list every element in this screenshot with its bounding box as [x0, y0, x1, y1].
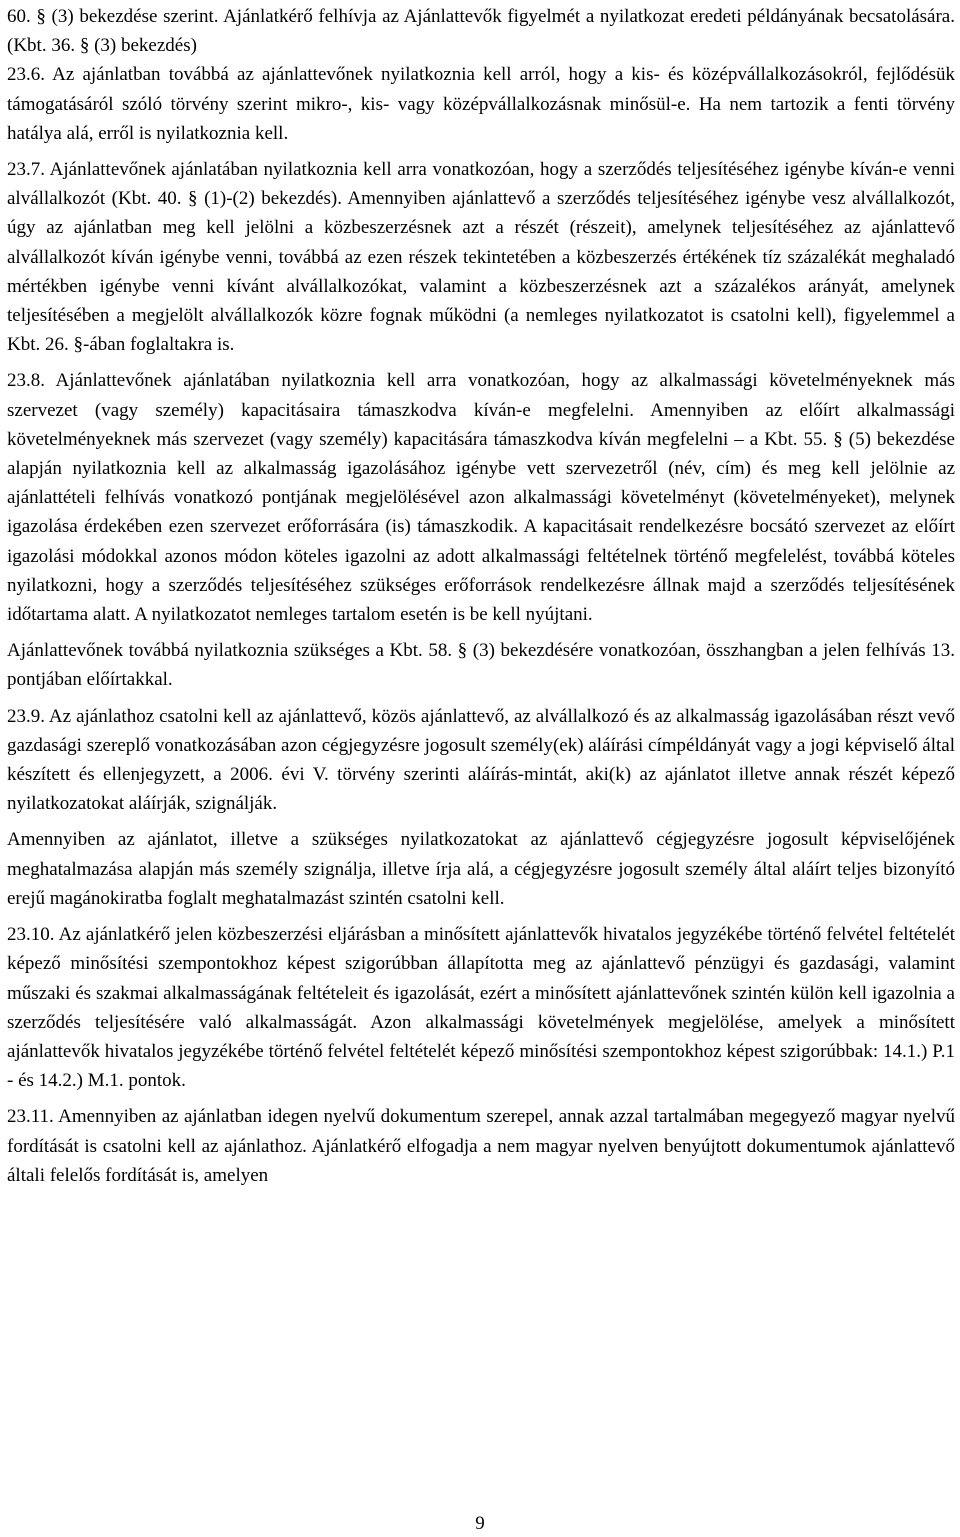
page-number: 9 [475, 1513, 485, 1534]
paragraph-23-8: 23.8. Ajánlattevőnek ajánlatában nyilatkoznia kell arra vonatkozóan, hogy az alkalmassági követelményeknek más szervezet (vagy személy) kapacitásaira támaszkodva kíván-e megfelelni. Amennyiben az előírt alkalmassági követelményeknek más szervezet (vagy személy) kapacitására támaszkodva kíván megfelelni – a Kbt. 55. § (5) bekezdése alapján nyilatkoznia kell az alkalmasság igazolásához igénybe vett szervezetről (név, cím) és meg kell jelölnie az ajánlattételi felhívás vonatkozó pontjának megjelölésével azon alkalmassági követelményt (követelményeket), melynek igazolása érdekében ezen szervezet erőforrására (is) támaszkodik. A kapacitásait rendelkezésre bocsátó szervezet az előírt igazolási módokkal azonos módon köteles igazolni az adott alkalmassági feltételnek történő megfelelést, továbbá köteles nyilatkozni, hogy a szerződés teljesítéséhez szükséges erőforrások rendelkezésre állnak majd a szerződés teljesítésének időtartama alatt. A nyilatkozatot nemleges tartalom esetén is be kell nyújtani. [7, 370, 955, 626]
paragraph-23-6: 23.6. Az ajánlatban továbbá az ajánlattevőnek nyilatkoznia kell arról, hogy a kis- és középvállalkozásokról, fejlődésük támogatásáról szóló törvény szerint mikro-, kis- vagy középvállalkozásnak minősül-e. Ha nem tartozik a fenti törvény hatálya alá, erről is nyilatkoznia kell. [7, 64, 955, 144]
document-page [7, 0, 955, 1190]
paragraph-23-9: 23.9. Az ajánlathoz csatolni kell az ajánlattevő, közös ajánlattevő, az alvállalkozó és az alkalmasság igazolásában részt vevő gazdasági szereplő vonatkozásában azon cégjegyzésre jogosult személy(ek) aláírási címpéldányát vagy a jogi képviselő által készített és ellenjegyzett, a 2006. évi V. törvény szerinti aláírás-mintát, aki(k) az ajánlatot illetve annak részét képező nyilatkozatokat aláírják, szignálják. [7, 705, 955, 815]
paragraph-23-8-addendum: Ajánlattevőnek továbbá nyilatkoznia szükséges a Kbt. 58. § (3) bekezdésére vonatkozóan, összhangban a jelen felhívás 13. pontjában előírtakkal. [7, 640, 955, 691]
paragraph-23-7: 23.7. Ajánlattevőnek ajánlatában nyilatkoznia kell arra vonatkozóan, hogy a szerződés teljesítéséhez igénybe kíván-e venni alvállalkozót (Kbt. 40. § (1)-(2) bekezdés). Amennyiben ajánlattevő a szerződés teljesítéséhez igénybe vesz alvállalkozót, úgy az ajánlatban meg kell jelölni a közbeszerzésnek azt a részét (részeit), amelynek teljesítéséhez az ajánlattevő alvállalkozót kíván igénybe venni, továbbá az ezen részek tekintetében a közbeszerzés értékének tíz százalékát meghaladó mértékben igénybe venni kívánt alvállalkozókat, valamint a közbeszerzésnek azt a százalékos arányát, amelynek teljesítésében a megjelölt alvállalkozók közre fognak működni (a nemleges nyilatkozatot is csatolni kell), figyelemmel a Kbt. 26. §-ában foglaltakra is. [7, 159, 955, 356]
paragraph-23-9-addendum: Amennyiben az ajánlatot, illetve a szükséges nyilatkozatokat az ajánlattevő cégjegyzésre jogosult képviselőjének meghatalmazása alapján más személy szignálja, illetve írja alá, a cégjegyzésre jogosult személy által aláírt teljes bizonyító erejű magánokiratba foglalt meghatalmazást szintén csatolni kell. [7, 829, 955, 909]
paragraph-23-11: 23.11. Amennyiben az ajánlatban idegen nyelvű dokumentum szerepel, annak azzal tartalmában megegyező magyar nyelvű fordítását is csatolni kell az ajánlathoz. Ajánlatkérő elfogadja a nem magyar nyelven benyújtott dokumentumok ajánlattevő általi felelős fordítását is, amelyen [7, 1106, 955, 1186]
paragraph-60-continuation: 60. § (3) bekezdése szerint. Ajánlatkérő felhívja az Ajánlattevők figyelmét a nyilatkozat eredeti példányának becsatolására. (Kbt. 36. § (3) bekezdés) [7, 6, 955, 57]
paragraph-23-10: 23.10. Az ajánlatkérő jelen közbeszerzési eljárásban a minősített ajánlattevők hivatalos jegyzékébe történő felvétel feltételét képező minősítési szempontokhoz képest szigorúbban állapította meg az ajánlattevő pénzügyi és gazdasági, valamint műszaki és szakmai alkalmasságának feltételeit és igazolását, ezért a minősített ajánlattevőnek szintén külön kell igazolnia a szerződés teljesítésére való alkalmasságát. Azon alkalmassági követelmények megjelölése, amelyek a minősített ajánlattevők hivatalos jegyzékébe történő felvétel feltételét képező minősítési szempontokhoz képest szigorúbbak: 14.1.) P.1 - és 14.2.) M.1. pontok. [7, 924, 955, 1092]
